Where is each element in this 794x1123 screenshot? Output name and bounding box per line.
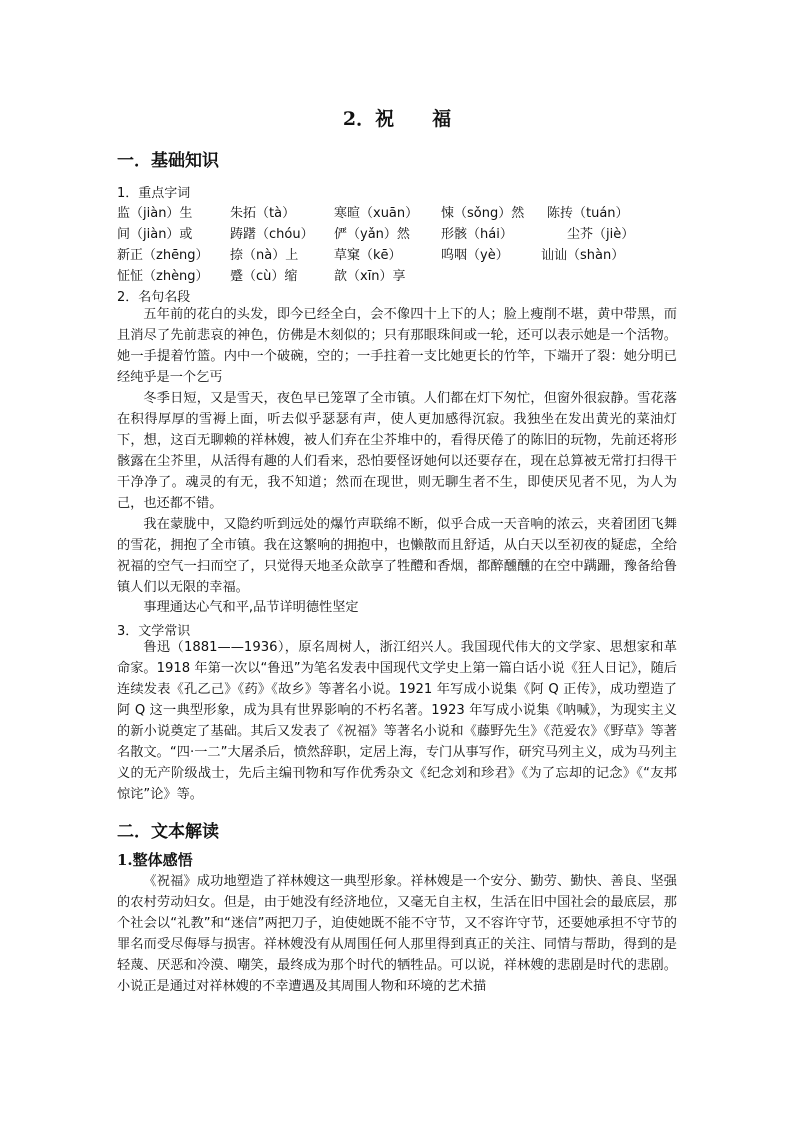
word-item: 踌躇（chóu） [230,227,314,242]
word-item: 寒暄（xuān） [334,206,419,221]
word-item: 捺（nà）上 [230,248,299,263]
word-item: 歆（xīn）享 [334,269,406,284]
page-title: 2．祝 福 [342,108,452,130]
passage-paragraph: 五年前的花白的头发，即今已经全白，会不像四十上下的人；脸上瘦削不堪，黄中带黑，而且消尽了先前悲哀的神色，仿佛是木刻似的；只有那眼珠间或一轮，还可以表示她是一个活物。她一手提着竹篮。内中一个破碗，空的；一手拄着一支比她更长的竹竿，下端开了裂：她分明已经纯乎是一个乞丐 [117,307,677,385]
section-heading-text-analysis: 二．文本解读 [117,822,219,842]
word-item: 形骸（hái） [441,227,513,242]
word-item: 间（jiàn）或 [117,227,193,242]
word-item: 悚（sǒng）然 [441,206,525,221]
word-item: 陈抟（tuán） [547,206,629,221]
passage-paragraph: 事理通达心气和平,品节详明德性坚定 [143,600,359,615]
word-list [117,202,677,286]
word-item: 尘芥（jiè） [567,227,635,242]
word-item: 讪讪（shàn） [541,248,625,263]
word-item: 俨（yǎn）然 [334,227,410,242]
word-item: 监（jiàn）生 [117,206,193,221]
literary-knowledge-paragraph: 鲁迅（1881——1936），原名周树人，浙江绍兴人。我国现代伟大的文学家、思想家和革命家。1918 年第一次以“鲁迅”为笔名发表中国现代文学史上第一篇白话小说《狂人日记》，随后连续发表《孔乙己》《药》《故乡》等著名小说。1921 年写成小说集《阿 Q 正传》，成功塑造了阿 Q 这一典型形象，成为具有世界影响的不朽名著。1923 年写成小说集《呐喊》，为现实主义的新小说奠定了基础。其后又发表了《祝福》等著名小说和《藤野先生》《范爱农》《野草》等著名散文。“四·一二”大屠杀后，愤然辞职，定居上海，专门从事写作，研究马列主义，成为马列主义的无产阶级战士，先后主编刊物和写作优秀杂文《纪念刘和珍君》《为了忘却的记念》《“友邦惊诧”论》等。 [117,640,677,802]
passage-paragraph: 冬季日短，又是雪天，夜色早已笼罩了全市镇。人们都在灯下匆忙，但窗外很寂静。雪花落在积得厚厚的雪褥上面，听去似乎瑟瑟有声，使人更加感得沉寂。我独坐在发出黄光的菜油灯下，想，这百无聊赖的祥林嫂，被人们弃在尘芥堆中的，看得厌倦了的陈旧的玩物，先前还将形骸露在尘芥里，从活得有趣的人们看来，恐怕要怪讶她何以还要存在，现在总算被无常打扫得干干净净了。魂灵的有无，我不知道；然而在现世，则无聊生者不生，即使厌见者不见，为人为己，也还都不错。 [117,391,677,511]
section-heading-basics: 一．基础知识 [117,151,219,171]
word-item: 新正（zhēng） [117,248,209,263]
subheading-overall-understanding: 1.整体感悟 [117,851,193,869]
word-item: 怔怔（zhèng） [117,269,209,284]
word-item: 呜咽（yè） [441,248,509,263]
subheading-famous-passages: 2．名句名段 [117,290,191,305]
analysis-paragraph: 《祝福》成功地塑造了祥林嫂这一典型形象。祥林嫂是一个安分、勤劳、勤快、善良、坚强的农村劳动妇女。但是，由于她没有经济地位，又毫无自主权，生活在旧中国社会的最底层，那个社会以“礼教”和“迷信”两把刀子，迫使她既不能不守节，又不容许守节，还要她承担不守节的罪名而受尽侮辱与损害。祥林嫂没有从周围任何人那里得到真正的关注、同情与帮助，得到的是轻蔑、厌恶和冷漠、嘲笑，最终成为那个时代的牺牲品。可以说，祥林嫂的悲剧是时代的悲剧。小说正是通过对祥林嫂的不幸遭遇及其周围人物和环境的艺术描 [117,874,677,994]
word-item: 草窠（kē） [334,248,402,263]
word-row [117,223,677,244]
word-row [117,265,677,286]
subheading-literary-knowledge: 3．文学常识 [117,624,191,639]
word-row [117,244,677,265]
word-item: 蹙（cù）缩 [230,269,298,284]
subheading-key-words: 1．重点字词 [117,186,191,201]
word-item: 朱拓（tà） [230,206,296,221]
passage-paragraph: 我在蒙胧中，又隐约听到远处的爆竹声联绵不断，似乎合成一天音响的浓云，夹着团团飞舞的雪花，拥抱了全市镇。我在这繁响的拥抱中，也懒散而且舒适，从白天以至初夜的疑虑，全给祝福的空气一扫而空了，只觉得天地圣众歆享了牲醴和香烟，都醉醺醺的在空中蹒跚，豫备给鲁镇人们以无限的幸福。 [117,517,677,595]
word-row [117,202,677,223]
